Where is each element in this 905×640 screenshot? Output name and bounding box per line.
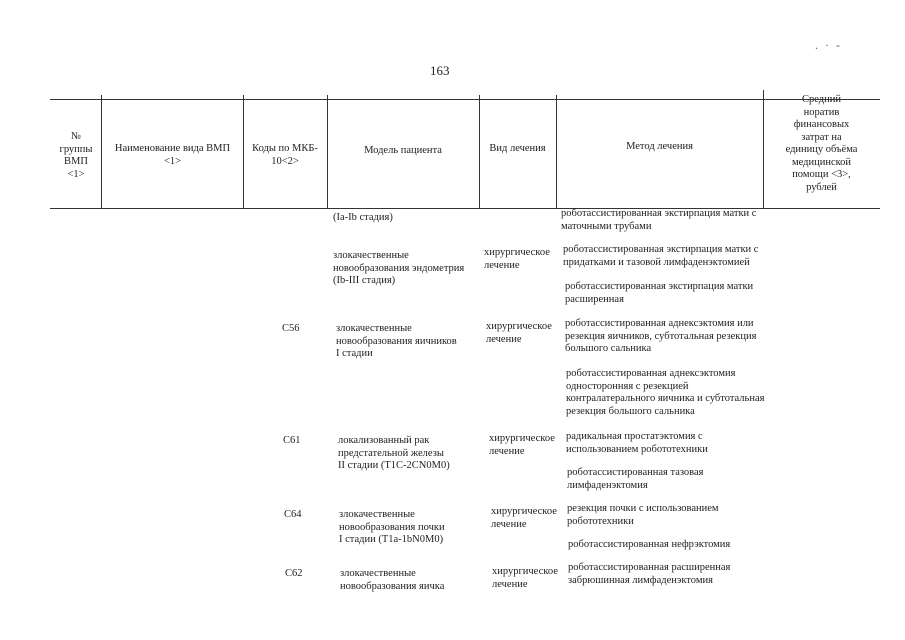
treatment-method-cell: роботассистированная аднексэктомия односторонняя с резекцией контралатерального яичника и субтотальная резекция большого сальника bbox=[566, 368, 765, 417]
patient-model-cell: злокачественные новообразования яичка bbox=[340, 568, 445, 592]
treatment-method-cell: роботассистированная расширенная забрюшинная лимфаденэктомия bbox=[568, 562, 731, 586]
column-divider bbox=[243, 95, 244, 209]
treatment-method-cell: резекция почки с использованием робототехники bbox=[567, 503, 719, 527]
treatment-method-cell: роботассистированная экстирпация матки с придатками и тазовой лимфаденэктомией bbox=[563, 244, 759, 268]
mkb-code-cell: C61 bbox=[283, 435, 301, 446]
treatment-type-cell: хирургическое лечение bbox=[484, 247, 550, 271]
header-mkb-codes: Коды по МКБ- 10<2> bbox=[252, 143, 318, 167]
treatment-type-cell: хирургическое лечение bbox=[492, 566, 558, 590]
column-divider bbox=[556, 95, 557, 209]
treatment-method-cell: роботассистированная тазовая лимфаденэктомия bbox=[567, 467, 704, 491]
mkb-code-cell: C64 bbox=[284, 509, 302, 520]
treatment-method-cell: радикальная простатэктомия с использованием робототехники bbox=[566, 431, 708, 455]
column-divider bbox=[101, 95, 102, 209]
corner-marks: . · - bbox=[815, 38, 842, 52]
column-divider bbox=[763, 90, 764, 209]
patient-model-cell: локализованный рак предстательной железы II стадии (T1C-2CN0M0) bbox=[338, 435, 450, 471]
page-number: 163 bbox=[430, 63, 450, 78]
patient-model-cell: злокачественные новообразования яичников I стадии bbox=[336, 323, 457, 359]
column-divider bbox=[479, 95, 480, 209]
treatment-type-cell: хирургическое лечение bbox=[489, 433, 555, 457]
patient-model-cell: злокачественные новообразования эндометрия (Ib-III стадия) bbox=[333, 250, 465, 286]
treatment-method-cell: роботассистированная нефрэктомия bbox=[568, 539, 731, 550]
treatment-type-cell: хирургическое лечение bbox=[486, 321, 552, 345]
header-patient-model: Модель пациента bbox=[364, 145, 442, 156]
header-treatment-type: Вид лечения bbox=[489, 143, 546, 154]
header-avg-cost: Средний норатив финансовых затрат на единицу объёма медицинской помощи <3>, рублей bbox=[785, 94, 858, 193]
treatment-type-cell: хирургическое лечение bbox=[491, 506, 557, 530]
column-divider bbox=[327, 95, 328, 209]
patient-model-cell: злокачественные новообразования почки I стадии (T1a-1bN0M0) bbox=[339, 509, 445, 545]
header-top-border bbox=[50, 99, 880, 100]
mkb-code-cell: C56 bbox=[282, 323, 300, 334]
treatment-method-cell: роботассистированная аднексэктомия или резекция яичников, субтотальная резекция большого сальника bbox=[565, 318, 757, 354]
header-group-no: № группы ВМП <1> bbox=[59, 131, 93, 180]
mkb-code-cell: C62 bbox=[285, 568, 303, 579]
treatment-method-cell: роботассистированная экстирпация матки с маточными трубами bbox=[561, 208, 757, 232]
header-treatment-method: Метод лечения bbox=[626, 141, 693, 152]
treatment-method-cell: роботассистированная экстирпация матки расширенная bbox=[565, 281, 754, 305]
patient-model-cell: (Ia-Ib стадия) bbox=[333, 212, 393, 223]
header-vmp-name: Наименование вида ВМП <1> bbox=[114, 143, 231, 167]
